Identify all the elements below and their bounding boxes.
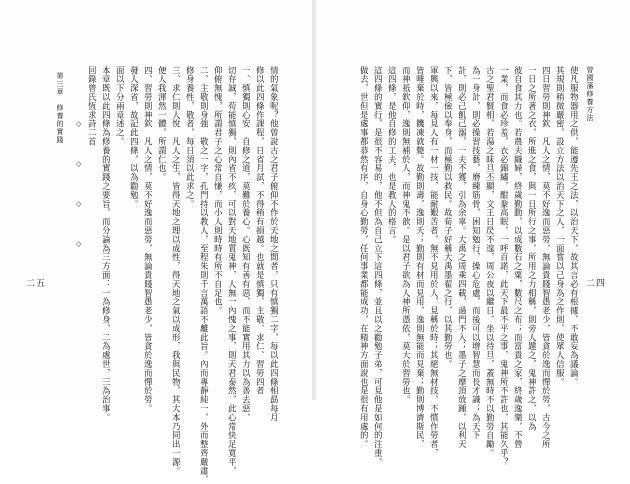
running-header: 第三章 修養的實踐 — [56, 72, 64, 144]
text-column: 計，則必己飢己溺，一夫不獲，引為余辜。大禹之周乘四載，過門不入；墨子之摩頂放踵，以利天 — [457, 66, 468, 449]
text-column: 面以下分兩章述之。 — [115, 66, 126, 147]
text-column: 切存誠，苟能慎獨，則內省不疚，可以對天地質鬼神，人無一內愧之事，則天君泰然，此心常快足寬平， — [227, 66, 238, 476]
page-number: 二四 — [586, 279, 607, 289]
text-column: 四、習勞則神欽 凡人之情，莫不好逸而惡勞，無論貴賤智愚老少，皆貪於逸而憚於勞。 — [143, 66, 154, 414]
page-number: 二五 — [26, 279, 47, 289]
text-column: 修身養性，敬者，每日須以此求之。 — [185, 66, 196, 209]
text-column: 一、慎獨則心安 自修之道，莫難於養心。心既知有善有惡，而不能實用其力以為善去惡， — [241, 66, 252, 422]
text-column: 彼自食其力也。若農夫織婦，終歲勤動，以成數石之粟，數尺之布；而富貴之家，終歲逸樂，不營 — [513, 66, 524, 449]
text-column: 這四條的實行，是很不容易的，他不但為自己立下這四條，並且以之勸勉子弟，可見他是如何的注重。 — [373, 66, 384, 467]
text-column: 三、求仁則人悅 凡人之生，皆得天地之理以成性，得天地之氣以成形，我與民物，其大本乃同出一源。 — [171, 66, 182, 476]
ornament-mark: ◇ — [76, 240, 82, 248]
text-column: 皆唾棄於時，饑凍就斃。故勤則壽，逸則夭；勤則有材而見用，逸則無能而見棄；勤則博濟斯民， — [415, 66, 426, 449]
ornament-mark: ◇ — [76, 160, 82, 168]
text-column: 便人我渾然一體，所謂仁也。 — [157, 66, 168, 182]
text-column: 仰俯無愧，所謂君子之心常自慊，而小人則時時有所不自足也。 — [213, 66, 224, 316]
left-page — [0, 0, 312, 484]
text-column: 本章既以此四條為修養的實踐之要旨，而分論為三方面：一為修身，二為處世，三為治事。 — [101, 66, 112, 422]
text-column: 發人深省，故記此四條，以為勸勉。 — [129, 66, 140, 209]
ornament-mark: ◇ — [76, 120, 82, 128]
text-column: 這四條，是他自修的工夫，也是教人的格言。 — [387, 66, 398, 244]
text-column: 四日習勞則神欽 凡人之情，莫不好逸而惡勞，無論貴賤智愚老少，皆貪於逸而憚於勞，古今之所 — [541, 66, 552, 449]
text-column: 下，皆極儉以奉身，而極勤以救民。故荀子好稱大禹墨翟之行，以其勤勞也。 — [443, 66, 454, 369]
text-column: 為一身計，則必操習技藝，磨練筋骨，困知勉行，操心危慮，而後可以增智慧而長才識；為天下 — [471, 66, 482, 440]
text-column: 回錄曾氏恆求詩二首 — [87, 66, 98, 147]
text-column: 一日之所著之衣，所進之食，與一日所行之事，所用之力相稱，則旁人韙之，鬼神許之，以為 — [527, 66, 538, 431]
running-header: 曾國藩修養方法 — [586, 66, 594, 122]
text-column: 使凡服物器用之供，能遵先王之法，以治天下，故其言必有根據，不敢妄為議論。 — [569, 66, 580, 387]
text-column: 其規則稍微嚴密，設立方法以治天下之人，一面嘗以己身為之作則，使眾人信服。 — [555, 66, 566, 387]
text-column: 軍興以來，每見人有一材一技，能耐艱苦者，無不見用於人，見稱於時；其絕無材技，不慣作勞者， — [429, 66, 440, 458]
text-column: 一業，而食必珍羞，衣必錦繡，酣豢高眠，一呼百諾，此天下最不平之事，鬼神所不許也，其能久乎？ — [499, 66, 510, 467]
text-column: 修以此四條作課程，日省月試，不得稍有損越。也就是慎獨、主敬、求仁、習勞四者 — [255, 66, 266, 396]
text-column: 而神祇欽仰，逸則無補於人，而神鬼不歆。是以君子欲為人神所憑依，莫大於習勞也。 — [401, 66, 412, 405]
text-column: 二、主敬則身強 敬之一字，孔門持以教人，至程朱則千言萬語不離此旨。內而專靜純一，外而整齊嚴肅， — [199, 66, 210, 484]
right-page — [316, 0, 630, 467]
text-column: 古之聖君賢相，若湯之昧旦丕顯，文王日昃不遑，周公夜以繼日，坐以待旦，蓋無時不以勤勞自勵。 — [485, 66, 496, 458]
text-column: 做去，世但是處事都恭然有序，自身心勤勞，任何事業都能成功，在精神方面說也是很有用處的。 — [359, 66, 370, 449]
ornament-mark: ◇ — [76, 200, 82, 208]
text-column: 情的氣象呢？他曾說古之君子俯仰不作於天地之間者，只有慎獨二字，每以此四條相勗每月 — [269, 66, 280, 422]
